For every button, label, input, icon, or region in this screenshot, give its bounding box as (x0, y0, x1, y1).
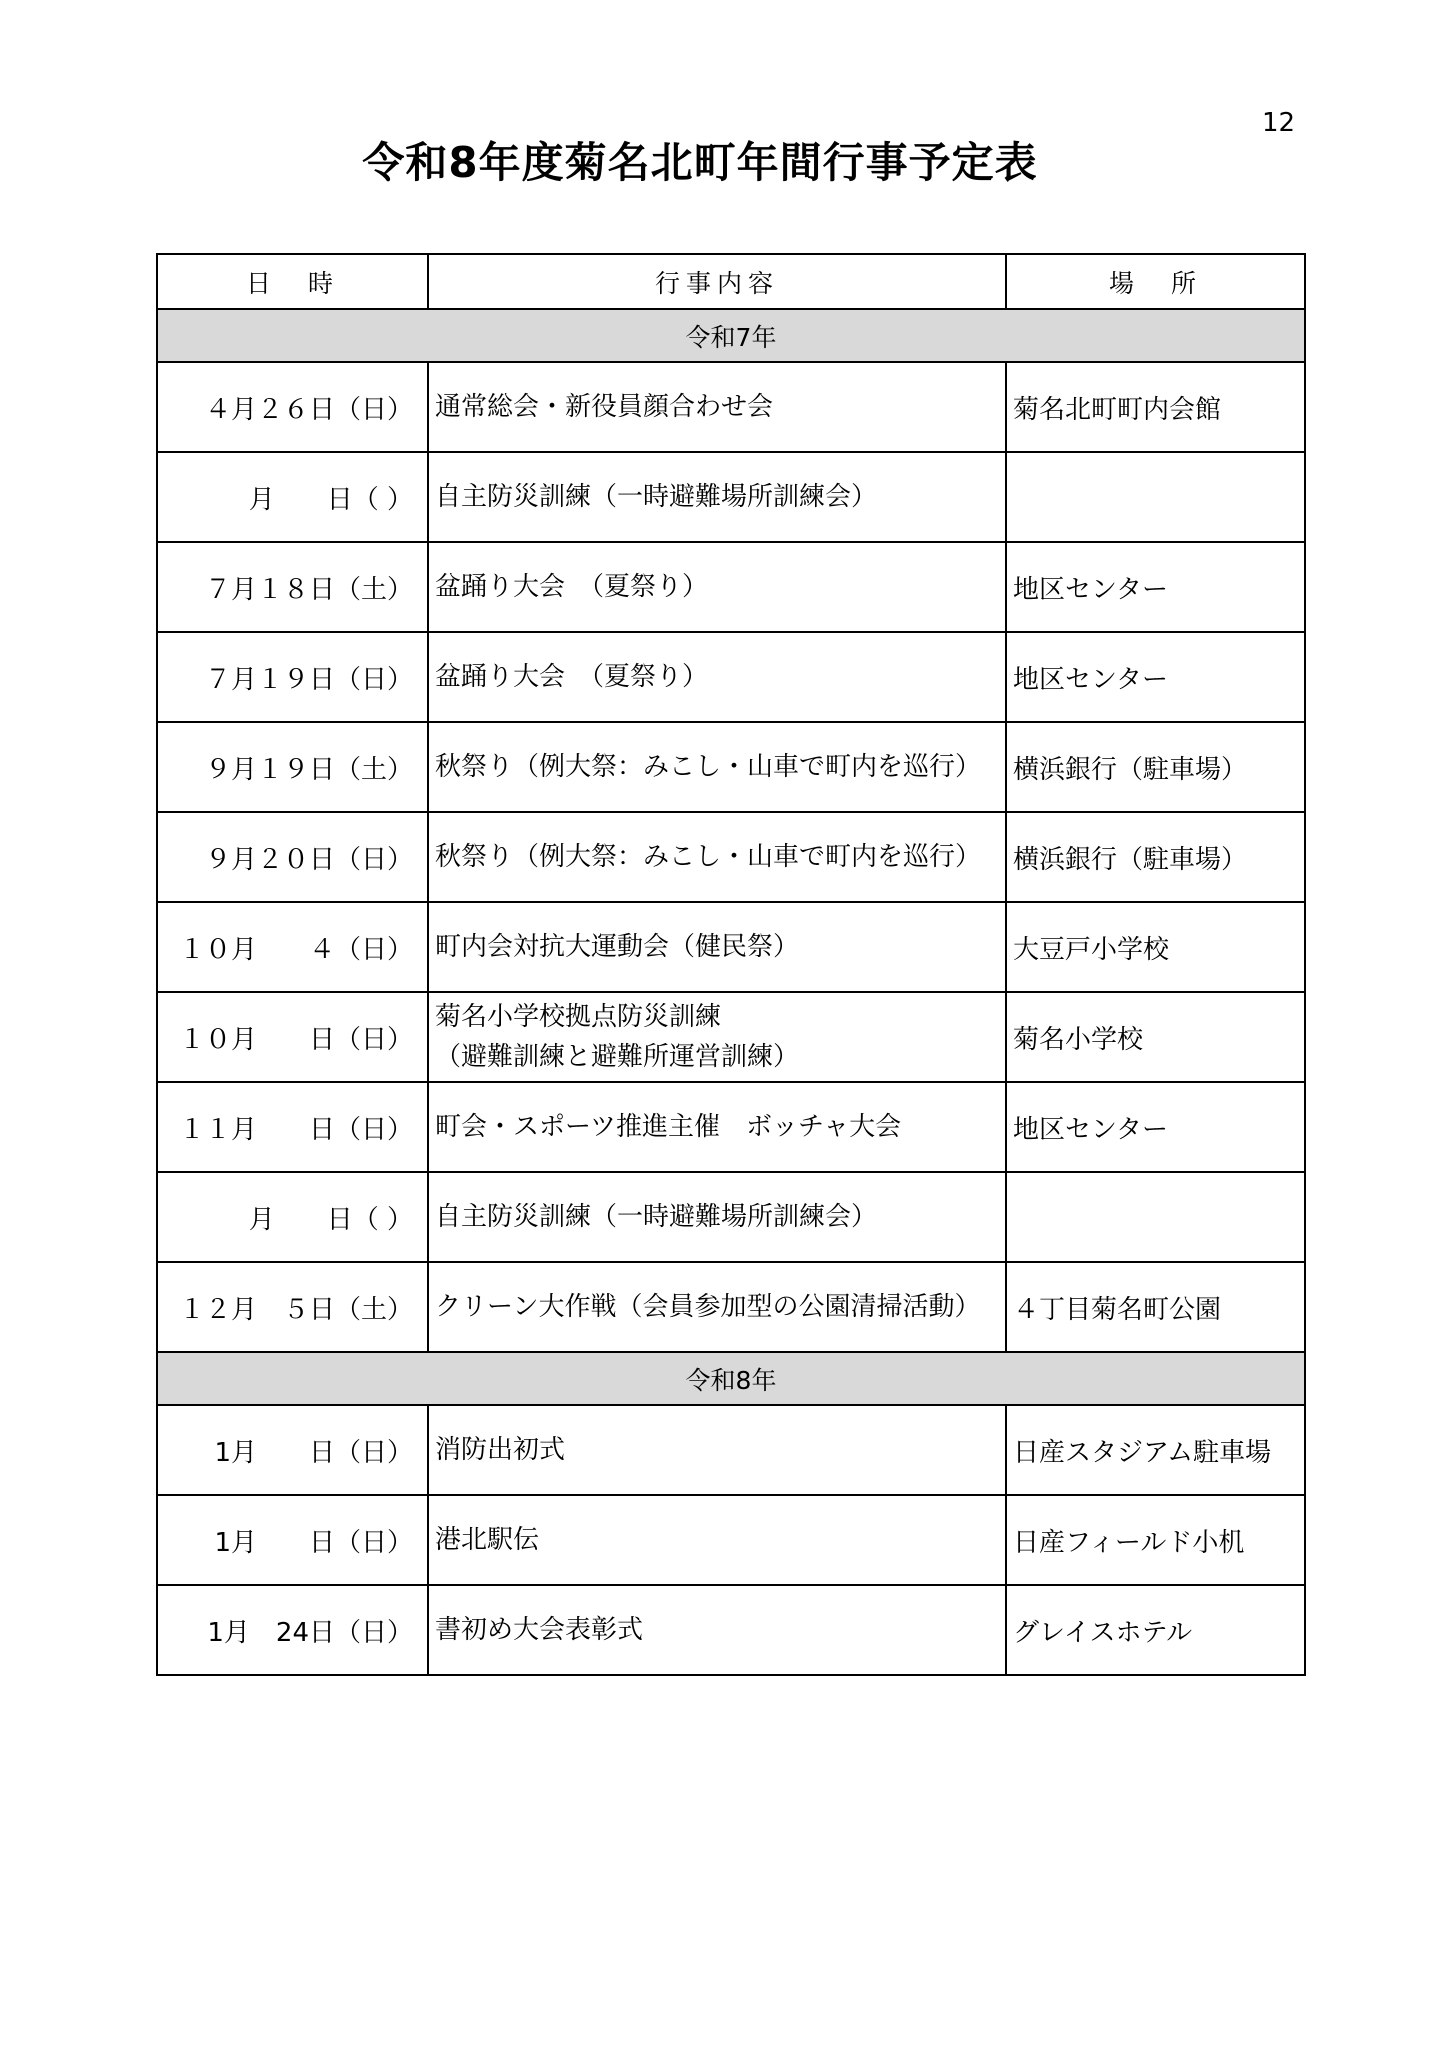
event-place (1006, 452, 1305, 542)
event-place: グレイスホテル (1006, 1585, 1305, 1675)
event-place: 菊名小学校 (1006, 992, 1305, 1082)
table-row (157, 452, 1305, 542)
event-content: 秋祭り（例大祭：みこし・山車で町内を巡行） (428, 812, 1006, 902)
page-title: 令和8年度菊名北町年間行事予定表 (362, 138, 1038, 187)
event-place: 日産フィールド小机 (1006, 1495, 1305, 1585)
table-row (157, 1405, 1305, 1495)
event-content: 書初め大会表彰式 (428, 1585, 1006, 1675)
page-number: 12 (1262, 108, 1296, 138)
event-content: 盆踊り大会 （夏祭り） (428, 632, 1006, 722)
event-place: ４丁目菊名町公園 (1006, 1262, 1305, 1352)
section-label: 令和8年 (157, 1352, 1305, 1405)
table-row (157, 362, 1305, 452)
event-place: 横浜銀行（駐車場） (1006, 812, 1305, 902)
header-place: 場 所 (1006, 254, 1305, 309)
header-date: 日 時 (157, 254, 428, 309)
table-header-row (157, 254, 1305, 309)
event-place: 地区センター (1006, 1082, 1305, 1172)
table-row (157, 722, 1305, 812)
table-row (157, 542, 1305, 632)
table-row (157, 1172, 1305, 1262)
event-content: 町会・スポーツ推進主催 ボッチャ大会 (428, 1082, 1006, 1172)
event-date: １０月 ４（日） (157, 902, 428, 992)
event-date: ４月２６日（日） (157, 362, 428, 452)
event-date: 月 日（ ） (157, 1172, 428, 1262)
event-place: 横浜銀行（駐車場） (1006, 722, 1305, 812)
event-content: 菊名小学校拠点防災訓練 （避難訓練と避難所運営訓練） (428, 992, 1006, 1082)
event-content: クリーン大作戦（会員参加型の公園清掃活動） (428, 1262, 1006, 1352)
event-date: １０月 日（日） (157, 992, 428, 1082)
event-date: 1月 日（日） (157, 1405, 428, 1495)
section-label: 令和7年 (157, 309, 1305, 362)
event-date: １１月 日（日） (157, 1082, 428, 1172)
event-place: 日産スタジアム駐車場 (1006, 1405, 1305, 1495)
event-date: ９月２０日（日） (157, 812, 428, 902)
section-row (157, 309, 1305, 362)
event-content: 自主防災訓練（一時避難場所訓練会） (428, 1172, 1006, 1262)
table-row (157, 1262, 1305, 1352)
event-place: 地区センター (1006, 542, 1305, 632)
event-date: １２月 ５日（土） (157, 1262, 428, 1352)
table-row (157, 902, 1305, 992)
schedule-table (156, 253, 1306, 1676)
event-place: 菊名北町町内会館 (1006, 362, 1305, 452)
event-content: 港北駅伝 (428, 1495, 1006, 1585)
event-date: ９月１９日（土） (157, 722, 428, 812)
event-content: 秋祭り（例大祭：みこし・山車で町内を巡行） (428, 722, 1006, 812)
event-place: 地区センター (1006, 632, 1305, 722)
header-content: 行事内容 (428, 254, 1006, 309)
event-content: 町内会対抗大運動会（健民祭） (428, 902, 1006, 992)
event-content: 自主防災訓練（一時避難場所訓練会） (428, 452, 1006, 542)
event-place: 大豆戸小学校 (1006, 902, 1305, 992)
table-row (157, 812, 1305, 902)
event-date: 1月 24日（日） (157, 1585, 428, 1675)
table-row (157, 1585, 1305, 1675)
event-content: 盆踊り大会 （夏祭り） (428, 542, 1006, 632)
table-row (157, 992, 1305, 1082)
event-content: 消防出初式 (428, 1405, 1006, 1495)
table-row (157, 632, 1305, 722)
table-row (157, 1082, 1305, 1172)
event-content: 通常総会・新役員顔合わせ会 (428, 362, 1006, 452)
table-row (157, 1495, 1305, 1585)
event-date: ７月１９日（日） (157, 632, 428, 722)
section-row (157, 1352, 1305, 1405)
event-date: 1月 日（日） (157, 1495, 428, 1585)
event-date: ７月１８日（土） (157, 542, 428, 632)
event-date: 月 日（ ） (157, 452, 428, 542)
event-place (1006, 1172, 1305, 1262)
